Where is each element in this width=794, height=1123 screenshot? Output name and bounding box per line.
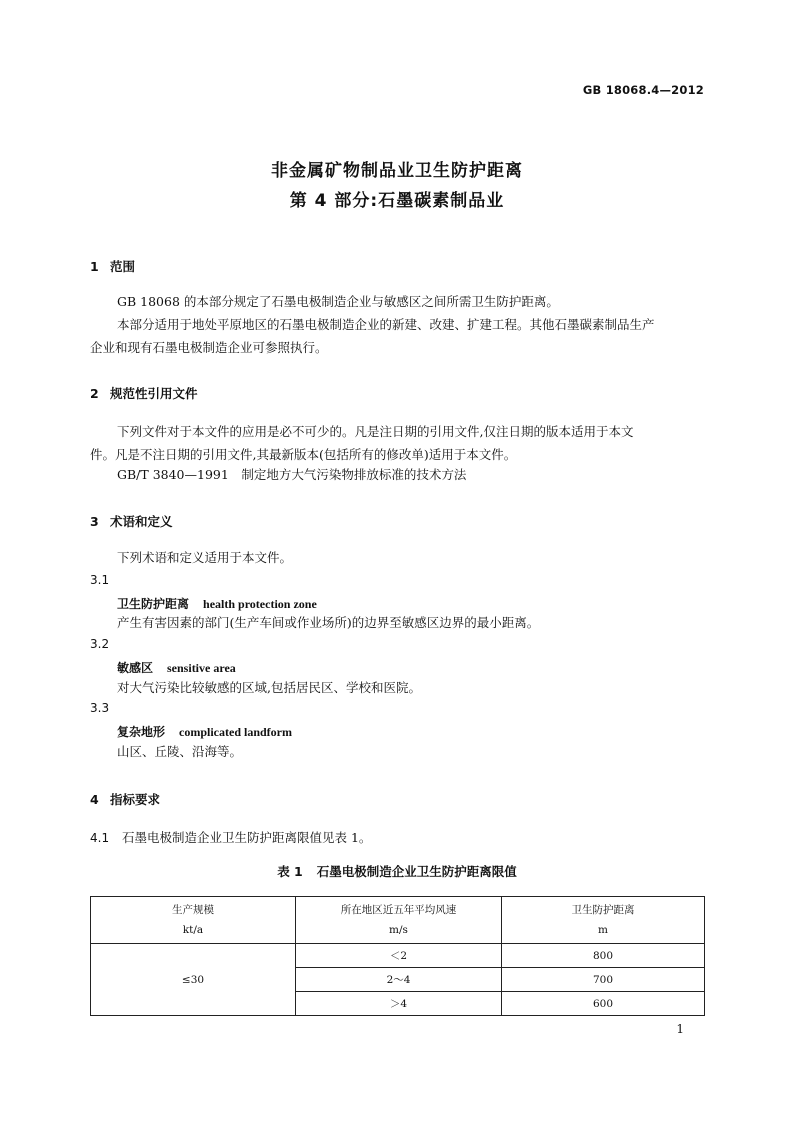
header-label: 卫生防护距离: [571, 904, 635, 916]
section-title: 术语和定义: [110, 514, 173, 529]
scale-cell: ≤30: [91, 944, 296, 1016]
table-caption: [0, 862, 794, 880]
table-number: 表 1: [277, 864, 303, 879]
term-number: 3.2: [90, 637, 110, 651]
table-row: [91, 944, 705, 968]
section-heading-scope: [90, 257, 135, 275]
header-unit: m/s: [389, 924, 408, 936]
header-cell-distance: [502, 897, 705, 944]
term-number: 3.3: [90, 701, 110, 715]
term-heading: [117, 723, 292, 740]
term-zh: 卫生防护距离: [117, 597, 190, 611]
distance-cell: 700: [502, 968, 705, 992]
document-subtitle: 第 4 部分:石墨碳素制品业: [289, 191, 505, 211]
section-number: 2: [90, 386, 99, 401]
section-number: 3: [90, 514, 99, 529]
term-definition: 山区、丘陵、沿海等。: [117, 744, 243, 759]
header-unit: m: [598, 924, 608, 936]
paragraph: 本部分适用于地处平原地区的石墨电极制造企业的新建、改建、扩建工程。其他石墨碳素制品生产: [117, 317, 655, 332]
standard-number: GB 18068.4—2012: [582, 83, 704, 97]
section-title: 规范性引用文件: [110, 386, 198, 401]
section-number: 4: [90, 792, 99, 807]
section-heading-terms: [90, 512, 173, 530]
paragraph-continuation: 件。凡是不注日期的引用文件,其最新版本(包括所有的修改单)适用于本文件。: [90, 447, 517, 462]
wind-cell: ＞4: [296, 992, 502, 1016]
paragraph: GB 18068 的本部分规定了石墨电极制造企业与敏感区之间所需卫生防护距离。: [117, 294, 559, 309]
paragraph: 下列术语和定义适用于本文件。: [117, 550, 293, 565]
clause-text: 石墨电极制造企业卫生防护距离限值见表 1。: [122, 830, 372, 845]
term-definition: 产生有害因素的部门(生产车间或作业场所)的边界至敏感区边界的最小距离。: [117, 615, 540, 630]
document-title: 非金属矿物制品业卫生防护距离: [271, 161, 523, 181]
term-number: 3.1: [90, 573, 110, 587]
term-en: sensitive area: [167, 661, 236, 675]
wind-cell: ＜2: [296, 944, 502, 968]
clause-4-1: [90, 827, 371, 849]
table-header-row: [91, 897, 705, 944]
header-cell-scale: [91, 897, 296, 944]
section-title: 范围: [110, 259, 136, 274]
paragraph: 下列文件对于本文件的应用是必不可少的。凡是注日期的引用文件,仅注日期的版本适用于本文: [117, 424, 634, 439]
distance-cell: 600: [502, 992, 705, 1016]
term-heading: [117, 595, 317, 612]
header-label: 所在地区近五年平均风速: [340, 904, 457, 916]
term-zh: 敏感区: [117, 661, 154, 675]
distance-cell: 800: [502, 944, 705, 968]
section-title: 指标要求: [110, 792, 161, 807]
term-en: complicated landform: [179, 725, 293, 739]
distance-limits-table: [90, 896, 705, 1016]
term-zh: 复杂地形: [117, 725, 166, 739]
term-heading: [117, 659, 236, 676]
section-heading-normative-references: [90, 384, 198, 402]
term-definition: 对大气污染比较敏感的区域,包括居民区、学校和医院。: [117, 680, 421, 695]
header-unit: kt/a: [182, 924, 204, 936]
header-cell-wind-speed: [296, 897, 502, 944]
term-en: health protection zone: [203, 597, 317, 611]
clause-number: 4.1: [90, 831, 110, 845]
section-heading-requirements: [90, 790, 160, 808]
page-number: 1: [676, 1022, 684, 1036]
wind-cell: 2～4: [296, 968, 502, 992]
table-title: 石墨电极制造企业卫生防护距离限值: [316, 864, 517, 879]
header-label: 生产规模: [172, 904, 214, 916]
reference-item: GB/T 3840—1991 制定地方大气污染物排放标准的技术方法: [117, 467, 467, 482]
section-number: 1: [90, 259, 99, 274]
paragraph-continuation: 企业和现有石墨电极制造企业可参照执行。: [90, 340, 328, 355]
